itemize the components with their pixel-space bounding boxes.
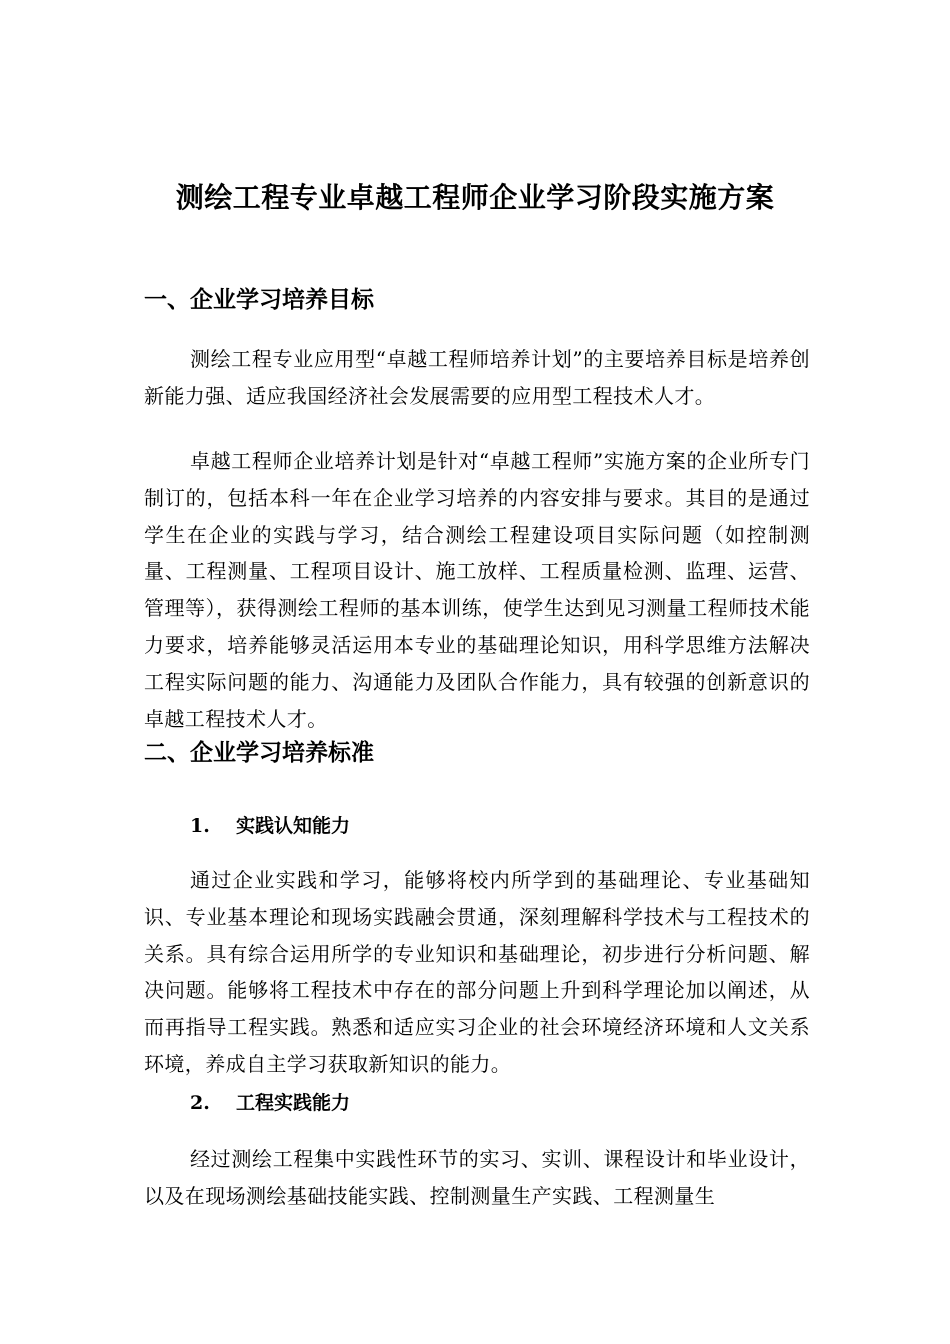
subsection-number: 1.	[190, 815, 210, 837]
subsection-title: 工程实践能力	[236, 1092, 351, 1114]
section-heading-1: 一、企业学习培养目标	[144, 287, 374, 313]
subsection-heading-1	[190, 812, 350, 840]
section-1-paragraph-1: 测绘工程专业应用型“卓越工程师培养计划”的主要培养目标是培养创新能力强、适应我国经济社会发展需要的应用型工程技术人才。	[144, 347, 810, 408]
subsection-title: 实践认知能力	[236, 815, 351, 837]
section-1-paragraph-2: 卓越工程师企业培养计划是针对“卓越工程师”实施方案的企业所专门制订的，包括本科一年在企业学习培养的内容安排与要求。其目的是通过学生在企业的实践与学习，结合测绘工程建设项目实际问题（如控制测量、工程测量、工程项目设计、施工放样、工程质量检测、监理、运营、管理等），获得测绘工程师的基本训练，使学生达到见习测量工程师技术能力要求，培养能够灵活运用本专业的基础理论知识，用科学思维方法解决工程实际问题的能力、沟通能力及团队合作能力，具有较强的创新意识的卓越工程技术人才。	[144, 449, 810, 731]
subsection-2-paragraph: 经过测绘工程集中实践性环节的实习、实训、课程设计和毕业设计，以及在现场测绘基础技能实践、控制测量生产实践、工程测量生	[144, 1147, 810, 1208]
subsection-number: 2.	[190, 1092, 210, 1114]
document-title: 测绘工程专业卓越工程师企业学习阶段实施方案	[175, 181, 775, 214]
subsection-1-paragraph: 通过企业实践和学习，能够将校内所学到的基础理论、专业基础知识、专业基本理论和现场实践融会贯通，深刻理解科学技术与工程技术的关系。具有综合运用所学的专业知识和基础理论，初步进行分析问题、解决问题。能够将工程技术中存在的部分问题上升到科学理论加以阐述，从而再指导工程实践。熟悉和适应实习企业的社会环境经济环境和人文关系环境，养成自主学习获取新知识的能力。	[144, 868, 810, 1076]
section-heading-2: 二、企业学习培养标准	[144, 740, 374, 766]
subsection-heading-2	[190, 1089, 350, 1117]
